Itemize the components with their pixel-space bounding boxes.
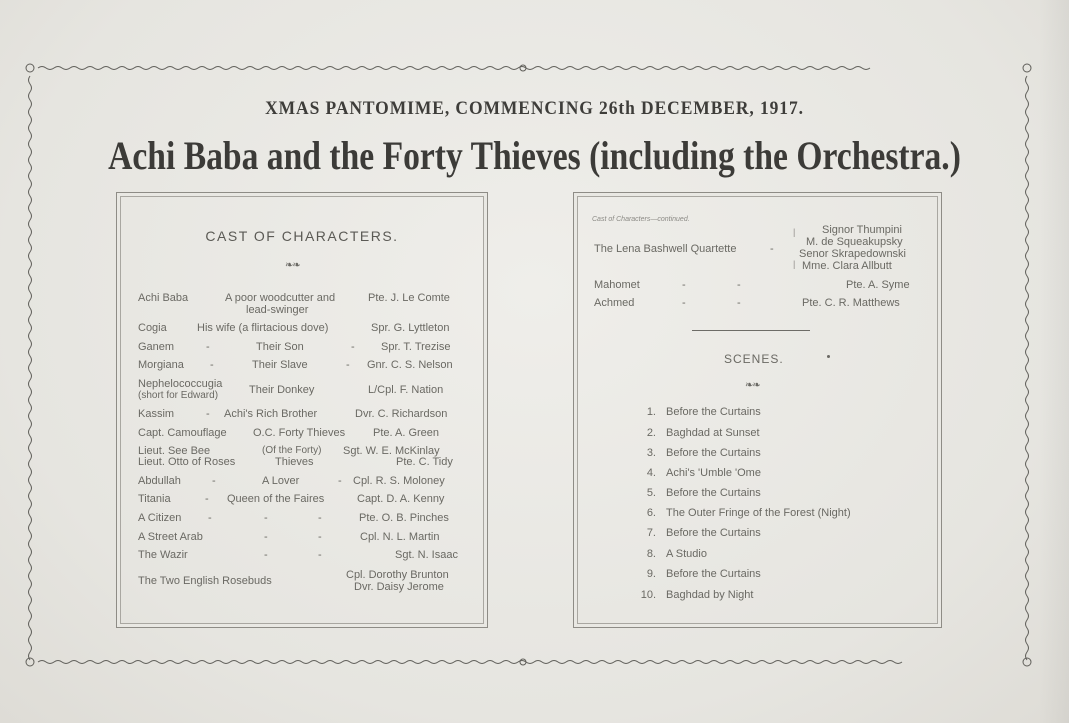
scene-title: Before the Curtains <box>666 568 761 580</box>
character-description: His wife (a flirtacious dove) <box>197 322 329 334</box>
scene-title: Achi's 'Umble 'Ome <box>666 467 761 479</box>
scene-number: 4. <box>646 467 656 479</box>
character-description: Their Donkey <box>249 384 315 396</box>
actor-name: Pte. O. B. Pinches <box>359 512 449 524</box>
dash: - <box>206 408 210 420</box>
character-description: Their Son <box>256 341 304 353</box>
character-name: Achi Baba <box>138 292 189 304</box>
actor-name: Capt. D. A. Kenny <box>357 493 445 505</box>
scene-number: 7. <box>646 527 656 539</box>
actor-name: Cpl. N. L. Martin <box>360 531 440 543</box>
scene-number: 10. <box>640 589 656 601</box>
character-name: A Street Arab <box>138 531 203 543</box>
ink-dot <box>827 355 830 358</box>
dash: - <box>737 297 741 309</box>
cast-panel <box>116 192 488 628</box>
character-description: (Of the Forty) <box>262 445 322 456</box>
character-description-cont: lead-swinger <box>246 304 309 316</box>
cast-title: CAST OF CHARACTERS. <box>205 228 399 244</box>
scene-number: 5. <box>646 487 656 499</box>
actor-name: L/Cpl. F. Nation <box>368 384 444 396</box>
actor-name: Gnr. C. S. Nelson <box>367 359 453 371</box>
quartette-name: The Lena Bashwell Quartette <box>594 243 737 255</box>
actor-name: Pte. C. R. Matthews <box>802 297 900 309</box>
actor-name: Spr. G. Lyttleton <box>371 322 450 334</box>
actor-name: Sgt. N. Isaac <box>395 549 458 561</box>
actor-name: Pte. A. Green <box>373 427 440 439</box>
character-description: A Lover <box>262 475 300 487</box>
actor-name-2: Dvr. Daisy Jerome <box>354 581 444 593</box>
character-name-note: (short for Edward) <box>138 390 219 401</box>
scenes-title: SCENES. <box>724 352 784 366</box>
dash: - <box>682 297 686 309</box>
scene-title: Before the Curtains <box>666 527 761 539</box>
scene-number: 9. <box>646 568 656 580</box>
character-name: Kassim <box>138 408 175 420</box>
dash: - <box>318 512 322 524</box>
section-divider <box>692 330 810 331</box>
scene-title: Baghdad by Night <box>666 589 754 601</box>
character-name: Ganem <box>138 341 175 353</box>
dash: - <box>351 341 355 353</box>
dash: - <box>210 359 214 371</box>
dash: - <box>264 531 268 543</box>
actor-name-2: Pte. C. Tidy <box>396 456 453 468</box>
actor-name: Cpl. Dorothy Brunton <box>346 569 449 581</box>
character-description: O.C. Forty Thieves <box>253 427 346 439</box>
actor-name: Dvr. C. Richardson <box>355 408 448 420</box>
dash: - <box>770 243 774 255</box>
character-description: Their Slave <box>252 359 308 371</box>
character-description: Achi's Rich Brother <box>224 408 318 420</box>
brace-mark: | <box>793 227 796 237</box>
character-name: Capt. Camouflage <box>138 427 227 439</box>
scene-title: The Outer Fringe of the Forest (Night) <box>666 507 851 519</box>
scene-number: 3. <box>646 447 656 459</box>
dash: - <box>205 493 209 505</box>
scene-number: 8. <box>646 548 656 560</box>
character-name: Lieut. See Bee <box>138 445 211 457</box>
dash: - <box>346 359 350 371</box>
pantomime-date-heading: XMAS PANTOMIME, COMMENCING 26th DECEMBER, 1917. <box>265 98 804 119</box>
dash: - <box>264 549 268 561</box>
character-description: A poor woodcutter and <box>225 292 336 304</box>
character-name: Titania <box>138 493 171 505</box>
brace-mark: | <box>793 259 796 269</box>
quartette-member: Senor Skrapedownski <box>799 248 907 260</box>
scene-title: A Studio <box>666 548 707 560</box>
dash: - <box>737 279 741 291</box>
scene-number: 1. <box>646 406 656 418</box>
scene-title: Before the Curtains <box>666 406 761 418</box>
quartette-member: Mme. Clara Allbutt <box>802 260 892 272</box>
dash: - <box>264 512 268 524</box>
dash: - <box>206 341 210 353</box>
actor-name: Cpl. R. S. Moloney <box>353 475 445 487</box>
character-description-cont: Thieves <box>275 456 314 468</box>
fleuron-ornament: ❧❧ <box>745 380 760 391</box>
character-name: Abdullah <box>138 475 181 487</box>
actor-name: Pte. A. Syme <box>846 279 910 291</box>
character-name: A Citizen <box>138 512 182 524</box>
actor-name: Spr. T. Trezise <box>381 341 451 353</box>
continued-panel <box>573 192 942 628</box>
dash: - <box>208 512 212 524</box>
character-name: Nephelococcugia <box>138 378 223 390</box>
character-name: Cogia <box>138 322 167 334</box>
dash: - <box>338 475 342 487</box>
scene-title: Before the Curtains <box>666 487 761 499</box>
dash: - <box>318 549 322 561</box>
dash: - <box>682 279 686 291</box>
character-name: The Two English Rosebuds <box>138 575 272 587</box>
character-name: Achmed <box>594 297 635 309</box>
actor-name: Sgt. W. E. McKinlay <box>343 445 440 457</box>
actor-name: Pte. J. Le Comte <box>368 292 450 304</box>
character-name: Mahomet <box>594 279 640 291</box>
character-name: Morgiana <box>138 359 184 371</box>
scene-number: 2. <box>646 427 656 439</box>
scene-title: Baghdad at Sunset <box>666 427 760 439</box>
scene-title: Before the Curtains <box>666 447 761 459</box>
scene-number: 6. <box>646 507 656 519</box>
dash: - <box>212 475 216 487</box>
dash: - <box>318 531 322 543</box>
pantomime-title: Achi Baba and the Forty Thieves (including the Orchestra.) <box>108 133 961 178</box>
character-name: The Wazir <box>138 549 188 561</box>
quartette-member: Signor Thumpini <box>822 224 902 236</box>
continued-label: Cast of Characters—continued. <box>592 216 690 223</box>
quartette-member: M. de Squeakupsky <box>806 236 903 248</box>
character-name-2: Lieut. Otto of Roses <box>138 456 236 468</box>
fleuron-ornament: ❧❧ <box>285 260 300 271</box>
character-description: Queen of the Faires <box>227 493 325 505</box>
